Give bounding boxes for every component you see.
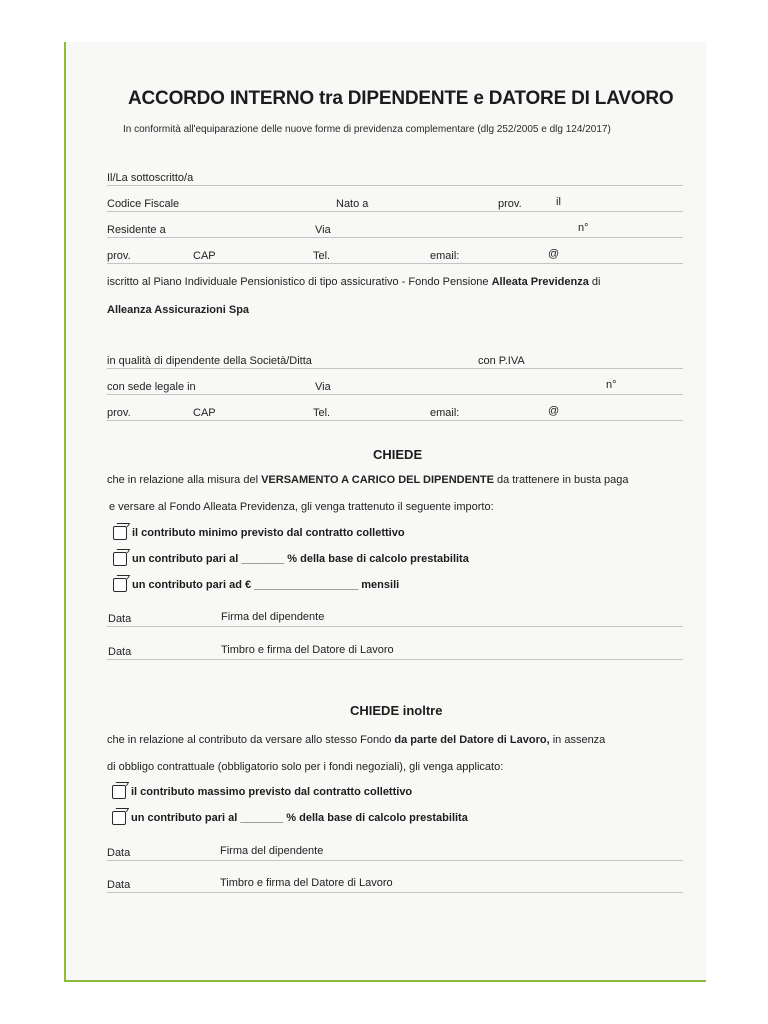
section1-text2: e versare al Fondo Alleata Previdenza, gli venga trattenuto il seguente importo: bbox=[109, 501, 494, 513]
field-line-sede[interactable] bbox=[107, 394, 683, 395]
label-firma-datore-1: Timbro e firma del Datore di Lavoro bbox=[221, 644, 394, 656]
label-prov-sede: prov. bbox=[107, 407, 131, 419]
section1-text1: che in relazione alla misura del VERSAMENTO A CARICO DEL DIPENDENTE da trattenere in busta paga bbox=[107, 474, 629, 486]
checkbox-minimo-icon[interactable] bbox=[113, 526, 127, 540]
checkbox-percentuale-icon[interactable] bbox=[113, 552, 127, 566]
field-line-ditta[interactable] bbox=[107, 368, 683, 369]
field-line-residente[interactable] bbox=[107, 237, 683, 238]
label-numero-sede: n° bbox=[606, 379, 617, 391]
label-data-4: Data bbox=[107, 879, 131, 891]
text-company: Alleanza Assicurazioni Spa bbox=[107, 304, 250, 316]
checkbox-massimo-icon[interactable] bbox=[112, 785, 126, 799]
label-cap-sede: CAP bbox=[193, 407, 216, 419]
field-line-sottoscritto[interactable] bbox=[107, 185, 683, 186]
signature-line-dipendente-1[interactable] bbox=[107, 626, 683, 627]
checkbox-percentuale-datore-icon[interactable] bbox=[112, 811, 126, 825]
label-via: Via bbox=[315, 224, 331, 236]
label-email-sede: email: bbox=[430, 407, 460, 419]
text-iscritto: iscritto al Piano Individuale Pensionistico di tipo assicurativo - Fondo Pensione Alleata Previdenza di bbox=[107, 276, 601, 288]
document-subtitle: In conformità all'equiparazione delle nuove forme di previdenza complementare (dlg 252/2005 e dlg 124/2017) bbox=[123, 124, 611, 135]
label-firma-dipendente-1: Firma del dipendente bbox=[221, 611, 325, 623]
label-cap: CAP bbox=[193, 250, 216, 262]
label-numero: n° bbox=[578, 222, 589, 234]
label-firma-dipendente-2: Firma del dipendente bbox=[220, 845, 324, 857]
field-line-codice-fiscale[interactable] bbox=[107, 211, 683, 212]
label-nato-a: Nato a bbox=[336, 198, 369, 210]
option-contributo-massimo: il contributo massimo previsto dal contratto collettivo bbox=[131, 786, 413, 798]
signature-line-datore-2[interactable] bbox=[107, 892, 683, 893]
option-contributo-minimo: il contributo minimo previsto dal contratto collettivo bbox=[132, 527, 405, 539]
label-data-2: Data bbox=[108, 646, 132, 658]
option-contributo-percentuale-datore: un contributo pari al _______ % della base di calcolo prestabilita bbox=[131, 812, 468, 824]
section1-heading: CHIEDE bbox=[373, 447, 423, 462]
label-at: @ bbox=[548, 248, 560, 260]
label-tel-sede: Tel. bbox=[313, 407, 331, 419]
signature-line-datore-1[interactable] bbox=[107, 659, 683, 660]
label-codice-fiscale: Codice Fiscale bbox=[107, 198, 180, 210]
label-at-sede: @ bbox=[548, 405, 560, 417]
label-email: email: bbox=[430, 250, 460, 262]
label-tel: Tel. bbox=[313, 250, 331, 262]
label-il: il bbox=[556, 196, 561, 208]
signature-line-dipendente-2[interactable] bbox=[107, 860, 683, 861]
option-contributo-percentuale: un contributo pari al _______ % della base di calcolo prestabilita bbox=[132, 553, 469, 565]
label-sede: con sede legale in bbox=[107, 381, 196, 393]
section2-heading: CHIEDE inoltre bbox=[350, 703, 443, 718]
label-residente: Residente a bbox=[107, 224, 166, 236]
label-qualita: in qualità di dipendente della Società/Ditta bbox=[107, 355, 312, 367]
field-line-contatti-sede[interactable] bbox=[107, 420, 683, 421]
section2-text1: che in relazione al contributo da versare allo stesso Fondo da parte del Datore di Lavoro, in assenza bbox=[107, 734, 606, 746]
label-via-sede: Via bbox=[315, 381, 331, 393]
document-title: ACCORDO INTERNO tra DIPENDENTE e DATORE DI LAVORO bbox=[128, 88, 674, 109]
section2-text2: di obbligo contrattuale (obbligatorio solo per i fondi negoziali), gli venga applicato: bbox=[107, 761, 504, 773]
option-contributo-importo: un contributo pari ad € _________________ mensili bbox=[132, 579, 400, 591]
label-data-3: Data bbox=[107, 847, 131, 859]
label-data-1: Data bbox=[108, 613, 132, 625]
label-firma-datore-2: Timbro e firma del Datore di Lavoro bbox=[220, 877, 393, 889]
label-sottoscritto: Il/La sottoscritto/a bbox=[107, 172, 194, 184]
field-line-contatti[interactable] bbox=[107, 263, 683, 264]
checkbox-importo-icon[interactable] bbox=[113, 578, 127, 592]
label-prov-nascita: prov. bbox=[498, 198, 522, 210]
label-piva: con P.IVA bbox=[478, 355, 525, 367]
label-prov: prov. bbox=[107, 250, 131, 262]
